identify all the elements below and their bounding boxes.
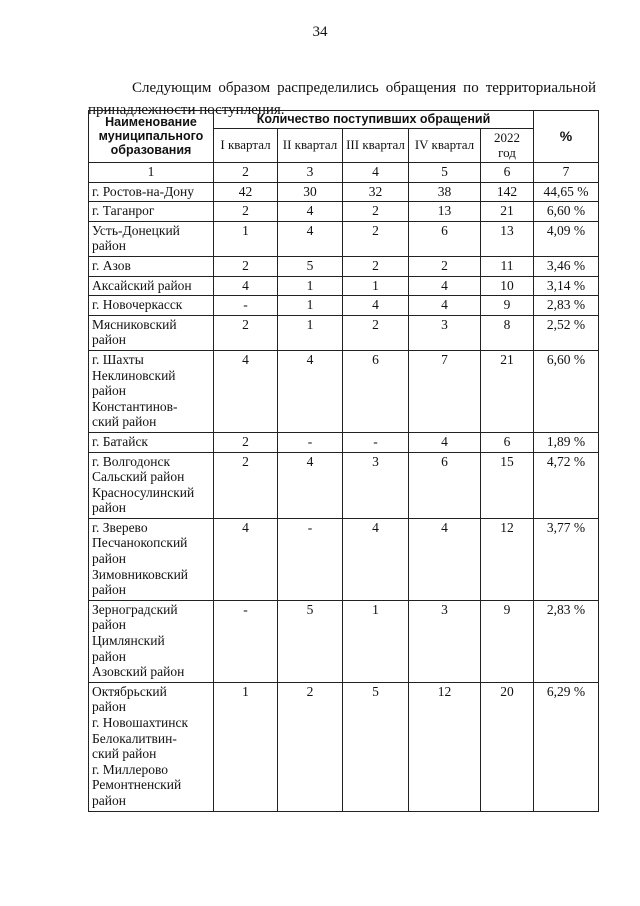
municipality-name-line: Ремонтненский xyxy=(92,777,182,793)
quarter-3-value: 2 xyxy=(343,315,409,350)
table-row xyxy=(89,315,599,350)
table-row xyxy=(89,452,599,518)
quarter-3-value: 2 xyxy=(343,202,409,222)
percent-value: 2,83 % xyxy=(534,296,599,316)
year-total-value: 9 xyxy=(481,600,534,682)
quarter-4-value: 3 xyxy=(409,315,481,350)
percent-value: 3,77 % xyxy=(534,518,599,600)
year-total-value: 13 xyxy=(481,221,534,256)
quarter-4-value: 4 xyxy=(409,296,481,316)
municipality-name-line: Аксайский район xyxy=(92,277,192,293)
quarter-4-value: 12 xyxy=(409,682,481,811)
quarter-2-value: 1 xyxy=(278,276,343,296)
municipality-name-line: г. Зверево xyxy=(92,519,148,535)
municipality-name-line: район xyxy=(92,582,126,598)
quarter-4-value: 13 xyxy=(409,202,481,222)
municipality-name-line: район xyxy=(92,648,126,664)
percent-value: 3,46 % xyxy=(534,256,599,276)
quarter-1-value: 4 xyxy=(214,350,278,432)
quarter-1-value: 2 xyxy=(214,256,278,276)
quarter-4-value: 4 xyxy=(409,518,481,600)
municipality-name-line: район xyxy=(92,699,126,715)
table-row xyxy=(89,256,599,276)
quarter-4-value: 7 xyxy=(409,350,481,432)
municipality-name-line: г. Шахты xyxy=(92,351,144,367)
appeals-table xyxy=(88,110,599,812)
quarter-2-value: 4 xyxy=(278,452,343,518)
header-year xyxy=(481,129,534,163)
municipality-name-line: Сальский район xyxy=(92,469,185,485)
municipality-name-line: район xyxy=(92,617,126,633)
municipality-name-line: г. Новочеркасск xyxy=(92,297,183,313)
quarter-3-value: 2 xyxy=(343,221,409,256)
header-municipality: Наименование муниципального образования xyxy=(89,111,214,163)
municipality-name-line: г. Волгодонск xyxy=(92,453,171,469)
quarter-2-value: 4 xyxy=(278,221,343,256)
percent-value: 4,72 % xyxy=(534,452,599,518)
municipality-name xyxy=(89,518,214,600)
percent-value: 6,60 % xyxy=(534,202,599,222)
municipality-name xyxy=(89,315,214,350)
year-total-value: 21 xyxy=(481,202,534,222)
quarter-1-value: - xyxy=(214,600,278,682)
header-quarter-1: I квартал xyxy=(214,129,278,163)
quarter-1-value: - xyxy=(214,296,278,316)
quarter-4-value: 38 xyxy=(409,182,481,202)
table-row xyxy=(89,202,599,222)
header-row-group xyxy=(89,111,599,129)
header-appeals-count: Количество поступивших обращений xyxy=(214,111,534,129)
municipality-name-line: район xyxy=(92,792,126,808)
column-number: 3 xyxy=(278,163,343,183)
quarter-4-value: 4 xyxy=(409,276,481,296)
percent-value: 3,14 % xyxy=(534,276,599,296)
quarter-1-value: 2 xyxy=(214,432,278,452)
municipality-name-line: район xyxy=(92,238,126,254)
year-total-value: 142 xyxy=(481,182,534,202)
column-number: 6 xyxy=(481,163,534,183)
quarter-3-value: 2 xyxy=(343,256,409,276)
municipality-name-line: г. Батайск xyxy=(92,433,148,449)
column-number: 4 xyxy=(343,163,409,183)
table-row xyxy=(89,432,599,452)
table-row xyxy=(89,350,599,432)
table-row xyxy=(89,296,599,316)
quarter-3-value: 6 xyxy=(343,350,409,432)
municipality-name-line: Усть-Донецкий xyxy=(92,222,180,238)
column-number: 2 xyxy=(214,163,278,183)
municipality-name xyxy=(89,296,214,316)
year-total-value: 9 xyxy=(481,296,534,316)
quarter-4-value: 3 xyxy=(409,600,481,682)
municipality-name xyxy=(89,221,214,256)
municipality-name-line: ский район xyxy=(92,746,157,762)
quarter-2-value: 4 xyxy=(278,202,343,222)
municipality-name-line: г. Азов xyxy=(92,257,131,273)
quarter-1-value: 1 xyxy=(214,682,278,811)
municipality-name xyxy=(89,432,214,452)
municipality-name-line: район xyxy=(92,551,126,567)
quarter-1-value: 1 xyxy=(214,221,278,256)
quarter-2-value: 4 xyxy=(278,350,343,432)
municipality-name xyxy=(89,350,214,432)
municipality-name-line: район xyxy=(92,383,126,399)
quarter-2-value: 5 xyxy=(278,600,343,682)
municipality-name-line: г. Ростов-на-Дону xyxy=(92,183,195,199)
quarter-4-value: 6 xyxy=(409,221,481,256)
header-percent: % xyxy=(534,111,599,163)
quarter-2-value: 5 xyxy=(278,256,343,276)
municipality-name-line: Зимовниковский xyxy=(92,566,189,582)
year-total-value: 6 xyxy=(481,432,534,452)
header-year-number: 2022 xyxy=(494,130,521,145)
quarter-1-value: 4 xyxy=(214,276,278,296)
municipality-name-line: г. Таганрог xyxy=(92,203,155,219)
quarter-2-value: 1 xyxy=(278,315,343,350)
municipality-name-line: Константинов- xyxy=(92,398,178,414)
header-year-word: год xyxy=(498,145,516,160)
quarter-3-value: - xyxy=(343,432,409,452)
municipality-name-line: ский район xyxy=(92,414,157,430)
table-row xyxy=(89,600,599,682)
table-row xyxy=(89,221,599,256)
quarter-3-value: 1 xyxy=(343,276,409,296)
quarter-1-value: 4 xyxy=(214,518,278,600)
municipality-name-line: Октябрьский xyxy=(92,683,167,699)
municipality-name-line: Мясниковский xyxy=(92,316,177,332)
table-row xyxy=(89,518,599,600)
year-total-value: 8 xyxy=(481,315,534,350)
quarter-3-value: 3 xyxy=(343,452,409,518)
header-quarter-3: III квартал xyxy=(343,129,409,163)
table-row xyxy=(89,682,599,811)
quarter-1-value: 42 xyxy=(214,182,278,202)
quarter-1-value: 2 xyxy=(214,315,278,350)
quarter-2-value: 2 xyxy=(278,682,343,811)
municipality-name xyxy=(89,682,214,811)
municipality-name-line: Белокалитвин- xyxy=(92,730,177,746)
percent-value: 2,52 % xyxy=(534,315,599,350)
column-number: 7 xyxy=(534,163,599,183)
percent-value: 4,09 % xyxy=(534,221,599,256)
municipality-name-line: г. Миллерово xyxy=(92,761,168,777)
table-body xyxy=(89,163,599,812)
quarter-1-value: 2 xyxy=(214,452,278,518)
percent-value: 44,65 % xyxy=(534,182,599,202)
municipality-name xyxy=(89,202,214,222)
municipality-name-line: Песчанокопский xyxy=(92,535,188,551)
quarter-4-value: 4 xyxy=(409,432,481,452)
intro-paragraph: Следующим образом распределились обращения по территориальной принадлежности поступления. xyxy=(88,80,596,118)
column-number-row xyxy=(89,163,599,183)
municipality-name-line: Зерноградский xyxy=(92,601,178,617)
municipality-name xyxy=(89,600,214,682)
percent-value: 6,29 % xyxy=(534,682,599,811)
year-total-value: 15 xyxy=(481,452,534,518)
percent-value: 6,60 % xyxy=(534,350,599,432)
year-total-value: 10 xyxy=(481,276,534,296)
quarter-2-value: 1 xyxy=(278,296,343,316)
quarter-2-value: - xyxy=(278,432,343,452)
quarter-2-value: 30 xyxy=(278,182,343,202)
percent-value: 2,83 % xyxy=(534,600,599,682)
municipality-name-line: Азовский район xyxy=(92,664,185,680)
header-quarter-2: II квартал xyxy=(278,129,343,163)
quarter-3-value: 5 xyxy=(343,682,409,811)
municipality-name-line: район xyxy=(92,332,126,348)
column-number: 1 xyxy=(89,163,214,183)
year-total-value: 11 xyxy=(481,256,534,276)
year-total-value: 21 xyxy=(481,350,534,432)
quarter-4-value: 2 xyxy=(409,256,481,276)
quarter-3-value: 32 xyxy=(343,182,409,202)
year-total-value: 12 xyxy=(481,518,534,600)
municipality-name xyxy=(89,256,214,276)
municipality-name-line: район xyxy=(92,500,126,516)
quarter-3-value: 4 xyxy=(343,518,409,600)
quarter-4-value: 6 xyxy=(409,452,481,518)
page-number: 34 xyxy=(312,24,328,40)
municipality-name-line: Цимлянский xyxy=(92,633,165,649)
municipality-name xyxy=(89,276,214,296)
quarter-2-value: - xyxy=(278,518,343,600)
quarter-1-value: 2 xyxy=(214,202,278,222)
municipality-name xyxy=(89,452,214,518)
table-row xyxy=(89,182,599,202)
municipality-name-line: г. Новошахтинск xyxy=(92,715,188,730)
municipality-name xyxy=(89,182,214,202)
header-quarter-4: IV квартал xyxy=(409,129,481,163)
municipality-name-line: Неклиновский xyxy=(92,367,176,383)
table-row xyxy=(89,276,599,296)
percent-value: 1,89 % xyxy=(534,432,599,452)
quarter-3-value: 4 xyxy=(343,296,409,316)
municipality-name-line: Красносулинский xyxy=(92,484,195,500)
quarter-3-value: 1 xyxy=(343,600,409,682)
year-total-value: 20 xyxy=(481,682,534,811)
column-number: 5 xyxy=(409,163,481,183)
